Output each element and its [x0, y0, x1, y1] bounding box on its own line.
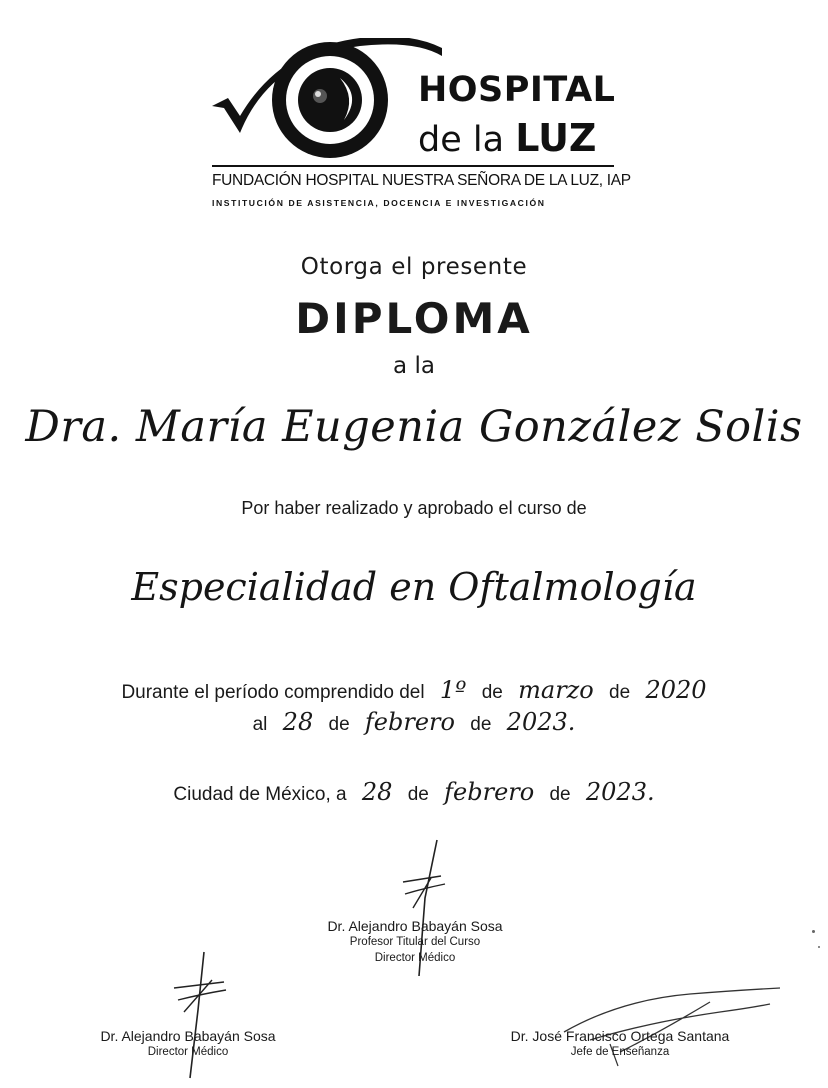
center-signatory-title-2: Director Médico [374, 952, 456, 964]
issue-prefix: Ciudad de México, a [173, 784, 347, 805]
paper-speck [812, 930, 815, 933]
foundation-name: FUNDACIÓN HOSPITAL NUESTRA SEÑORA DE LA LUZ, IAP [212, 172, 631, 189]
period-al: al [252, 714, 268, 735]
period-line-1 [0, 676, 828, 704]
reason-text: Por haber realizado y aprobado el curso de [241, 498, 587, 518]
end-month: febrero [364, 708, 455, 736]
right-signatory-name: Dr. José Francisco Ortega Santana [510, 1028, 730, 1044]
right-signatory-title-1: Jefe de Enseñanza [570, 1046, 670, 1058]
period-de-1: de [481, 682, 503, 703]
paper-speck [818, 946, 820, 948]
center-signatory [290, 918, 540, 966]
left-signatory-name: Dr. Alejandro Babayán Sosa [100, 1028, 276, 1044]
end-day: 28 [282, 708, 314, 736]
center-signatory-name: Dr. Alejandro Babayán Sosa [327, 918, 503, 934]
period-line-2 [0, 708, 828, 736]
logo-luz-text: LUZ [515, 116, 597, 160]
period-prefix: Durante el período comprendido del [121, 682, 425, 703]
logo-de-la-luz [418, 116, 628, 160]
left-signatory [78, 1028, 298, 1060]
period-de-4: de [470, 714, 492, 735]
diploma-title: DIPLOMA [295, 294, 533, 343]
issue-day: 28 [361, 778, 393, 806]
start-day: 1º [439, 676, 467, 704]
recipient-name: Dra. María Eugenia González Solis [25, 402, 803, 452]
center-signatory-title-1: Profesor Titular del Curso [349, 936, 481, 948]
intro-text: Otorga el presente [300, 254, 528, 280]
end-year: 2023. [506, 708, 576, 736]
issue-year: 2023. [585, 778, 655, 806]
right-signatory [495, 1028, 745, 1060]
issue-de-1: de [407, 784, 429, 805]
issue-month: febrero [444, 778, 535, 806]
left-signatory-title-1: Director Médico [147, 1046, 229, 1058]
logo-hospital-text: HOSPITAL [418, 70, 616, 110]
start-year: 2020 [645, 676, 707, 704]
issue-date-line [0, 778, 828, 806]
course-name: Especialidad en Oftalmología [131, 565, 697, 609]
period-de-3: de [328, 714, 350, 735]
issue-de-2: de [549, 784, 571, 805]
logo-de-la-text: de la [418, 120, 505, 160]
logo-divider [212, 165, 614, 167]
left-signature-icon [168, 950, 238, 1080]
period-de-2: de [609, 682, 631, 703]
institution-tagline: INSTITUCIÓN DE ASISTENCIA, DOCENCIA E INVESTIGACIÓN [212, 198, 546, 208]
to-text: a la [393, 353, 435, 379]
start-month: marzo [518, 676, 594, 704]
